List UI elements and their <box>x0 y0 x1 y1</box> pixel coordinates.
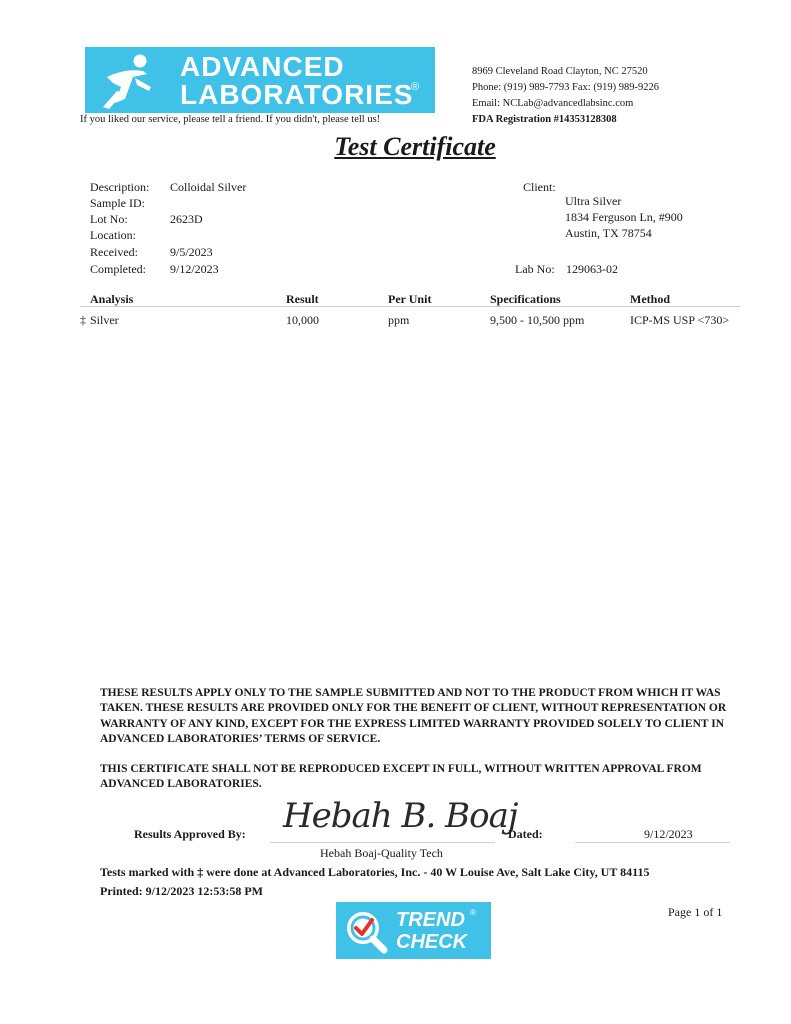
approval-date: 9/12/2023 <box>644 827 693 841</box>
lot-value: 2623D <box>170 212 203 226</box>
client-name: Ultra Silver <box>565 194 622 208</box>
approved-by-label: Results Approved By: <box>134 827 246 841</box>
header-analysis: Analysis <box>90 292 134 306</box>
row-method: ICP-MS USP <730> <box>630 313 730 327</box>
trend-line-2: CHECK <box>396 931 468 953</box>
signature-line <box>270 842 495 843</box>
printed-timestamp: Printed: 9/12/2023 12:53:58 PM <box>100 884 263 898</box>
tagline: If you liked our service, please tell a friend. If you didn't, please tell us! <box>80 114 381 125</box>
description-value: Colloidal Silver <box>170 180 247 194</box>
client-label: Client: <box>523 180 556 194</box>
lab-no-value: 129063-02 <box>566 262 618 276</box>
logo-registered-mark: ® <box>411 81 420 93</box>
lot-label: Lot No: <box>90 212 128 226</box>
advanced-laboratories-logo <box>85 47 435 113</box>
fda-registration: FDA Registration #14353128308 <box>472 114 617 125</box>
magnifier-check-icon <box>342 908 390 954</box>
row-unit: ppm <box>388 313 410 327</box>
header-specifications: Specifications <box>490 292 561 306</box>
page-title: Test Certificate <box>334 132 496 161</box>
completed-label: Completed: <box>90 262 146 276</box>
row-result: 10,000 <box>286 313 319 327</box>
row-marker: ‡ <box>80 313 86 327</box>
lab-email: Email: NCLab@advancedlabsinc.com <box>472 98 634 109</box>
table-divider <box>80 306 740 307</box>
disclaimer-results: THESE RESULTS APPLY ONLY TO THE SAMPLE SUBMITTED AND NOT TO THE PRODUCT FROM WHICH IT WAS TAKEN. THESE RESULTS ARE PROVIDED ONLY FOR THE BENEFIT OF CLIENT, WITHOUT REPRESENTATION OR WARRANTY OF ANY KIND, EXCEPT FOR THE EXPRESS LIMITED WARRANTY PROVIDED SOLELY TO CLIENT IN ADVANCED LABORATORIES’ TERMS OF SERVICE. <box>100 687 727 745</box>
dated-label: Dated: <box>508 827 543 841</box>
runner-figure-icon <box>85 47 175 113</box>
lab-address: 8969 Cleveland Road Clayton, NC 27520 <box>472 66 648 77</box>
client-city: Austin, TX 78754 <box>565 226 652 240</box>
date-line <box>575 842 730 843</box>
received-value: 9/5/2023 <box>170 245 213 259</box>
row-specifications: 9,500 - 10,500 ppm <box>490 313 585 327</box>
trend-registered-mark: ® <box>470 908 476 917</box>
logo-line-2: LABORATORIES <box>180 79 414 110</box>
header-method: Method <box>630 292 670 306</box>
location-label: Location: <box>90 228 136 242</box>
description-label: Description: <box>90 180 150 194</box>
footer-note: Tests marked with ‡ were done at Advanced Laboratories, Inc. - 40 W Louise Ave, Salt Lake City, UT 84115 <box>100 865 650 879</box>
approver-name: Hebah Boaj-Quality Tech <box>320 846 443 860</box>
header-result: Result <box>286 292 319 306</box>
lab-no-label: Lab No: <box>515 262 555 276</box>
row-analysis: Silver <box>90 313 119 327</box>
signature: Hebah B. Boaj <box>283 796 518 836</box>
trend-line-1: TREND <box>396 909 465 931</box>
sample-id-label: Sample ID: <box>90 196 145 210</box>
client-street: 1834 Ferguson Ln, #900 <box>565 210 683 224</box>
lab-phone: Phone: (919) 989-7793 Fax: (919) 989-9226 <box>472 82 659 93</box>
disclaimer-reproduction: THIS CERTIFICATE SHALL NOT BE REPRODUCED EXCEPT IN FULL, WITHOUT WRITTEN APPROVAL FROM ADVANCED LABORATORIES. <box>100 763 702 791</box>
page-number: Page 1 of 1 <box>668 905 723 919</box>
header-per-unit: Per Unit <box>388 292 432 306</box>
completed-value: 9/12/2023 <box>170 262 219 276</box>
logo-line-1: ADVANCED <box>180 51 345 82</box>
received-label: Received: <box>90 245 138 259</box>
trend-check-logo <box>336 902 491 959</box>
